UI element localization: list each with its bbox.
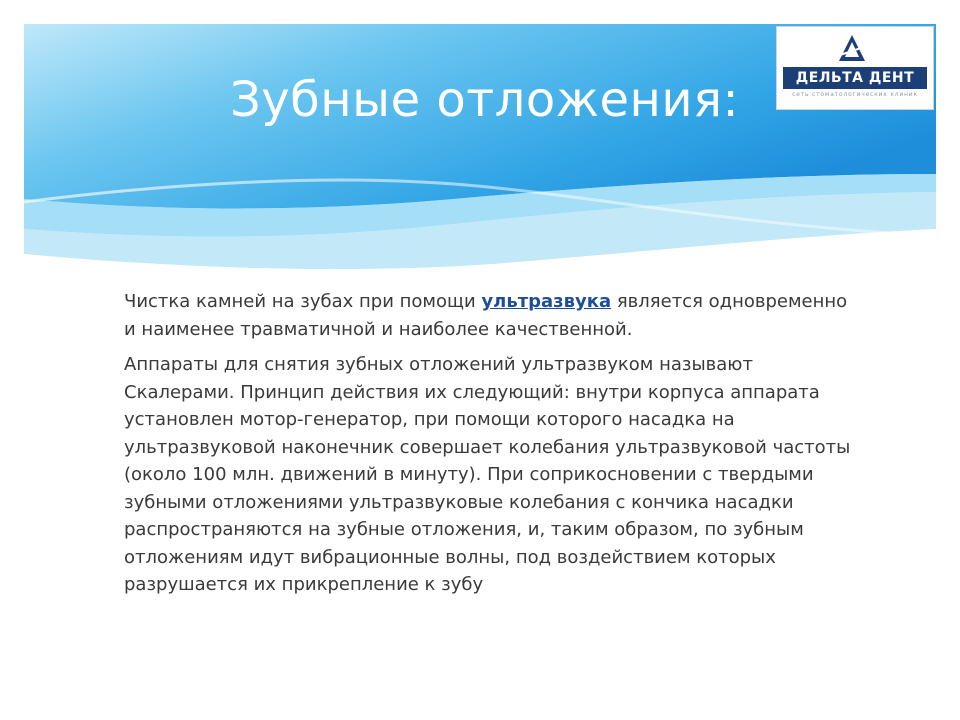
paragraph-scalers: Аппараты для снятия зубных отложений ультразвуком называют Скалерами. Принцип действия их следующий: внутри корпуса аппарата установлен мотор-генератор, при помощи которого насадка на ультразвуковой наконечник совершает колебания ультразвуковой частоты (около 100 млн. движений в минуту). При соприкосновении с твердыми зубными отложениями ультразвуковые колебания с кончика насадки распространяются на зубные отложения, и, таким образом, по зубным отложениям идут вибрационные волны, под воздействием которых разрушается их прикрепление к зубу bbox=[124, 354, 851, 595]
slide-title: Зубные отложения: bbox=[230, 72, 740, 128]
delta-dent-logo bbox=[776, 26, 934, 110]
ultrasound-link[interactable]: ультразвука bbox=[481, 291, 612, 312]
paragraph-intro-end: является одновременно и наименее травматичной и наиболее качественной. bbox=[124, 291, 848, 340]
logo-wordmark: ДЕЛЬТА ДЕНТ bbox=[783, 67, 927, 89]
paragraph-intro-start: Чистка камней на зубах при помощи bbox=[124, 291, 482, 312]
delta-triangle-icon bbox=[837, 33, 867, 63]
logo-tagline: сеть стоматологических клиник bbox=[792, 91, 918, 98]
paragraph-intro bbox=[124, 288, 864, 343]
slide-body bbox=[124, 288, 864, 607]
